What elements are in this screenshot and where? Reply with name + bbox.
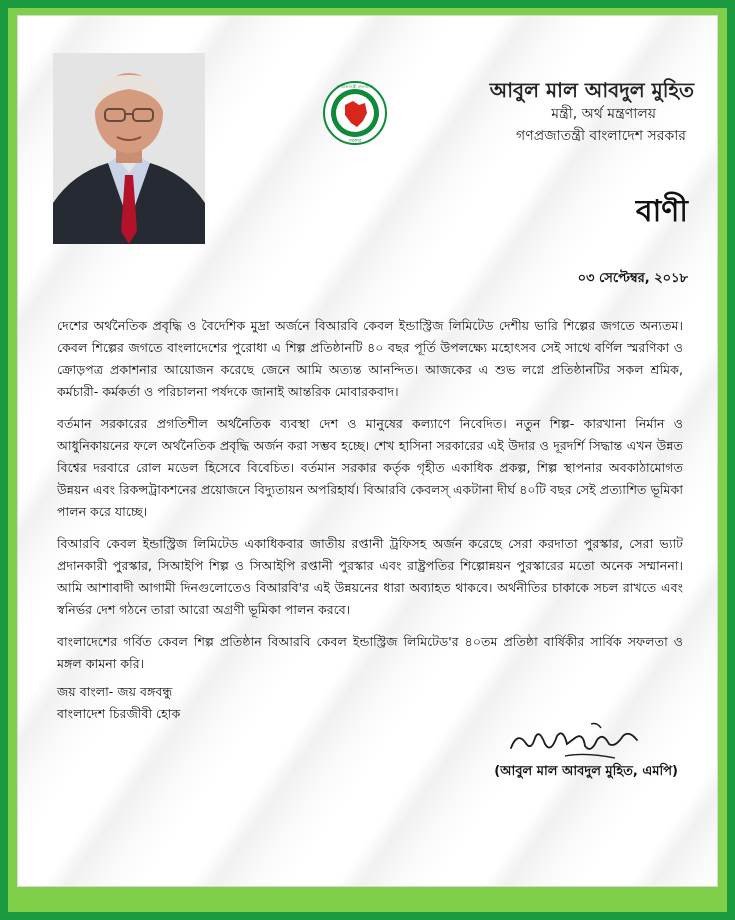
paragraph: দেশের অর্থনৈতিক প্রবৃদ্ধি ও বৈদেশিক মুদ্রা অর্জনে বিআরবি কেবল ইন্ডাস্ট্রিজ লিমিটেড দেশীয় ভারি শিল্পের জগতে অন্যতম। কেবল শিল্পের জগতে বাংলাদেশের পুরোধা এ শিল্প প্রতিষ্ঠানটি ৪০ বছর পূর্তি উপলক্ষ্যে মহোৎসব সেই সাথে বর্ণিল স্মরণিকা ও ক্রোড়পত্র প্রকাশনার আয়োজন করেছে জেনে আমি অত্যন্ত আনন্দিত। আজকের এ শুভ লগ্নে প্রতিষ্ঠানটির সকল শ্রমিক, কর্মচারী- কর্মকর্তা ও পরিচালনা পর্ষদকে জানাই আন্তরিক মোবারকবাদ।	[57, 318, 683, 399]
signatory-name: (আবুল মাল আবদুল মুহিত, এমপি)	[494, 764, 678, 779]
minister-name: আবুল মাল আবদুল মুহিত	[489, 78, 694, 102]
minister-photo	[53, 53, 205, 244]
letter-body	[57, 315, 683, 685]
paragraph: বাংলাদেশের গর্বিত কেবল শিল্প প্রতিষ্ঠান বিআরবি কেবল ইন্ডাস্ট্রিজ লিমিটেড'র ৪০তম প্রতিষ্ঠা বার্ষিকীর সার্বিক সফলতা ও মঙ্গল কামনা করি।	[57, 634, 683, 671]
seal-bottom-text: সরকার	[348, 139, 362, 144]
closing-slogans	[57, 681, 180, 725]
paragraph: বর্তমান সরকারের প্রগতিশীল অর্থনৈতিক ব্যবস্থা দেশ ও মানুষের কল্যাণে নিবেদিত। নতুন শিল্প- কারখানা নির্মান ও আধুনিকায়নের ফলে অর্থনৈতিক প্রবৃদ্ধি অর্জন করা সম্ভব হচ্ছে। শেখ হাসিনা সরকারের এই উদার ও দূরদর্শি সিদ্ধান্ত এখন উন্নত বিশ্বের দরবারে রোল মডেল হিসেবে বিবেচিত। বর্তমান সরকার কর্তৃক গৃহীত একাধিক প্রকল্প, শিল্প স্থাপনার অবকাঠামোগত উন্নয়ন এবং রিকন্সট্রাকশনের প্রয়োজনে বিদ্যুতায়ন অপরিহার্য। বিআরবি কেবলস্ একটানা দীর্ঘ ৪০টি বছর সেই প্রত্যাশিত ভূমিকা পালন করে যাচ্ছে।	[57, 416, 683, 519]
seal-top-text: গণপ্রজাতন্ত্রী বাংলাদেশ	[336, 84, 374, 89]
page-title: বাণী	[635, 194, 688, 229]
letter-page	[17, 15, 718, 887]
minister-header	[394, 77, 694, 147]
government-seal	[323, 81, 387, 145]
letter-date: ০৩ সেপ্টেম্বর, ২০১৮	[577, 271, 688, 286]
paragraph: বিআরবি কেবল ইন্ডাস্ট্রিজ লিমিটেড একাধিকবার জাতীয় রপ্তানী ট্রফিসহ অর্জন করেছে সেরা করদাতা পুরস্কার, সেরা ভ্যাট প্রদানকারী পুরস্কার, সিআইপি শিল্প ও সিআইপি রপ্তানী পুরস্কার এবং রাষ্ট্রপতির শিল্পোন্নয়ন পুরস্কারের মতো অনেক সম্মাননা। আমি আশাবাদী আগামী দিনগুলোতেও বিআরবি'র এই উন্নয়নের ধারা অব্যাহত থাকবে। অর্থনীতির চাকাকে সচল রাখতে এবং স্বনির্ভর দেশ গঠনে তারা আরো অগ্রণী ভূমিকা পালন করবে।	[57, 536, 683, 617]
closing-line: জয় বাংলা- জয় বঙ্গবন্ধু	[57, 684, 173, 699]
closing-line: বাংলাদেশ চিরজীবী হোক	[57, 706, 181, 721]
minister-role: মন্ত্রী, অর্থ মন্ত্রণালয়	[551, 106, 656, 122]
portrait-image	[53, 53, 205, 244]
government-name: গণপ্রজাতন্ত্রী বাংলাদেশ সরকার	[516, 128, 686, 144]
handwritten-signature	[505, 718, 645, 766]
